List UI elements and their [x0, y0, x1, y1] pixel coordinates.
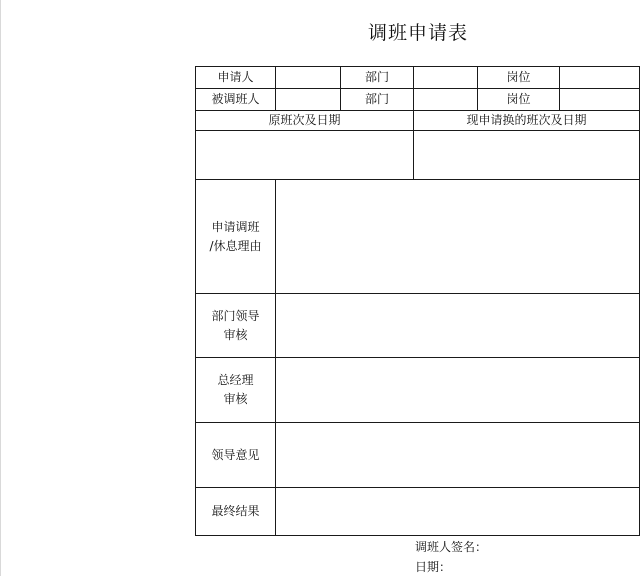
swapped-dept-label: 部门 — [341, 89, 414, 111]
leader-opinion-label: 领导意见 — [196, 423, 276, 488]
new-shift-header: 现申请换的班次及日期 — [414, 111, 640, 131]
applicant-label: 申请人 — [196, 67, 276, 89]
dept-review-label-line1: 部门领导 — [211, 308, 260, 323]
applicant-dept-input-cell[interactable] — [414, 67, 478, 89]
applicant-input-cell[interactable] — [276, 67, 341, 89]
applicant-dept-label: 部门 — [341, 67, 414, 89]
gm-review-label — [196, 358, 276, 423]
shift-header-row — [196, 111, 640, 131]
new-shift-input-cell[interactable] — [414, 131, 640, 180]
gm-review-row — [196, 358, 640, 423]
leader-opinion-input-cell[interactable] — [276, 423, 640, 488]
shift-value-row — [196, 131, 640, 180]
shift-change-form-table — [195, 66, 640, 536]
swapped-dept-input-cell[interactable] — [414, 89, 478, 111]
original-shift-input-cell[interactable] — [196, 131, 414, 180]
applicant-post-label: 岗位 — [478, 67, 560, 89]
dept-review-input-cell[interactable] — [276, 294, 640, 358]
reason-label-line1: 申请调班 — [211, 219, 260, 234]
applicant-row — [196, 67, 640, 89]
reason-label — [196, 180, 276, 294]
page-left-border — [0, 0, 1, 576]
reason-row — [196, 180, 640, 294]
applicant-post-input-cell[interactable] — [560, 67, 640, 89]
reason-input-cell[interactable] — [276, 180, 640, 294]
swapped-post-input-cell[interactable] — [560, 89, 640, 111]
final-result-label: 最终结果 — [196, 488, 276, 536]
gm-review-input-cell[interactable] — [276, 358, 640, 423]
reason-label-line2: /休息理由 — [209, 238, 262, 253]
swapped-person-label: 被调班人 — [196, 89, 276, 111]
original-shift-header: 原班次及日期 — [196, 111, 414, 131]
dept-review-label-line2: 审核 — [223, 327, 248, 342]
swapped-post-label: 岗位 — [478, 89, 560, 111]
page-title: 调班申请表 — [367, 22, 468, 44]
final-result-input-cell[interactable] — [276, 488, 640, 536]
dept-review-label — [196, 294, 276, 358]
gm-review-label-line1: 总经理 — [217, 373, 254, 388]
dept-review-row — [196, 294, 640, 358]
swapped-person-input-cell[interactable] — [276, 89, 341, 111]
gm-review-label-line2: 审核 — [223, 392, 248, 406]
signature-date-label: 日期： — [415, 560, 452, 574]
swapped-person-row — [196, 89, 640, 111]
final-result-row — [196, 488, 640, 536]
leader-opinion-row — [196, 423, 640, 488]
signature-name-label: 调班人签名： — [415, 540, 488, 554]
